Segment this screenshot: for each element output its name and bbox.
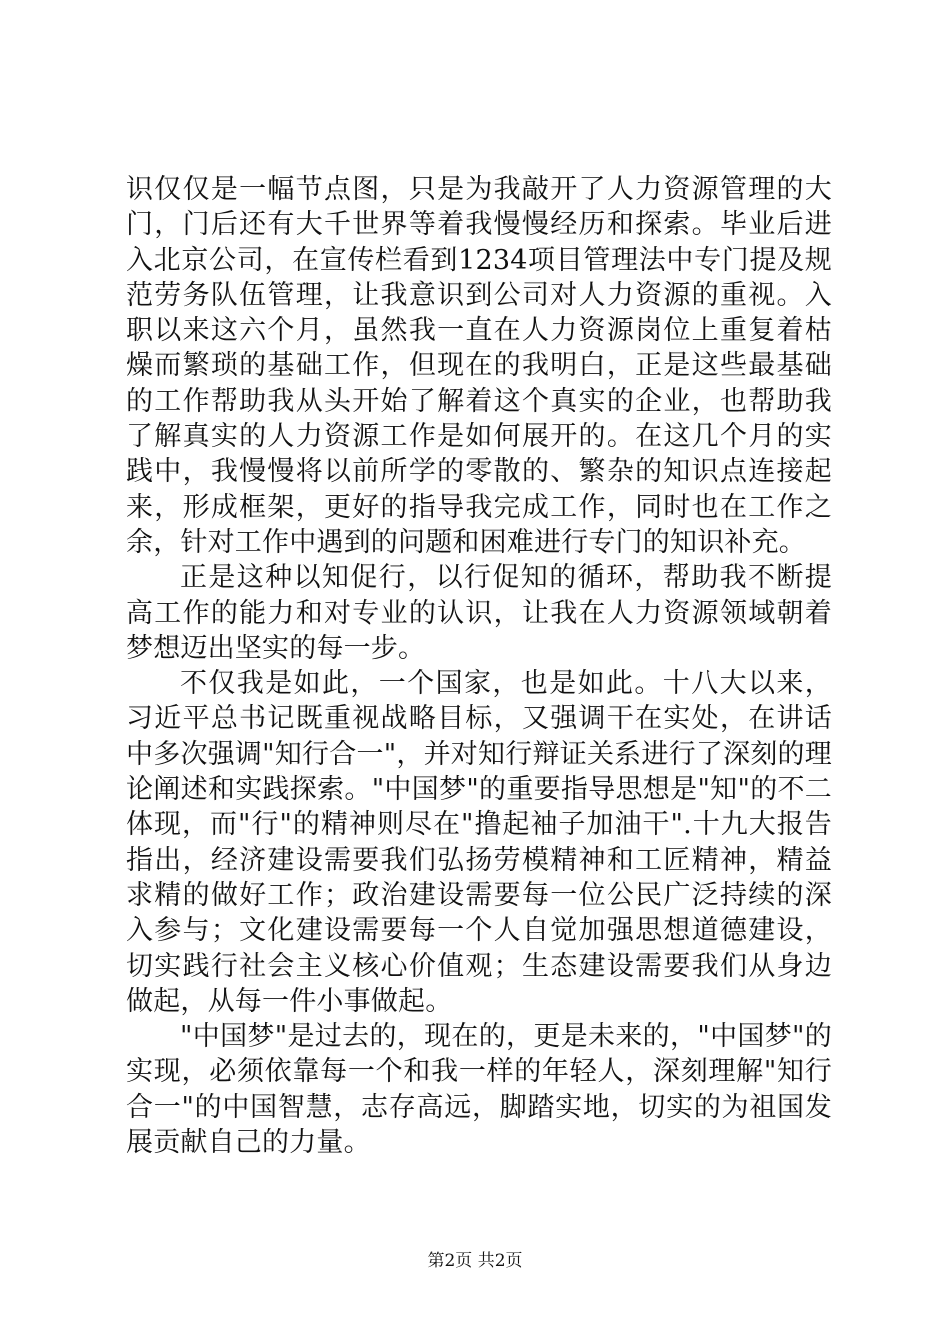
document-body — [126, 172, 832, 1160]
paragraph-1: 识仅仅是一幅节点图，只是为我敲开了人力资源管理的大门，门后还有大千世界等着我慢慢经历和探索。毕业后进入北京公司，在宣传栏看到1234项目管理法中专门提及规范劳务队伍管理，让我意识到公司对人力资源的重视。入职以来这六个月，虽然我一直在人力资源岗位上重复着枯燥而繁琐的基础工作，但现在的我明白，正是这些最基础的工作帮助我从头开始了解着这个真实的企业，也帮助我了解真实的人力资源工作是如何展开的。在这几个月的实践中，我慢慢将以前所学的零散的、繁杂的知识点连接起来，形成框架，更好的指导我完成工作，同时也在工作之余，针对工作中遇到的问题和困难进行专门的知识补充。 — [126, 174, 832, 558]
paragraph-4: "中国梦"是过去的，现在的，更是未来的，"中国梦"的实现，必须依靠每一个和我一样的年轻人，深刻理解"知行合一"的中国智慧，志存高远，脚踏实地，切实的为祖国发展贡献自己的力量。 — [126, 1021, 832, 1159]
page-footer: 第2页 共2页 — [427, 1251, 523, 1271]
paragraph-3: 不仅我是如此，一个国家，也是如此。十八大以来，习近平总书记既重视战略目标，又强调干在实处，在讲话中多次强调"知行合一"，并对知行辩证关系进行了深刻的理论阐述和实践探索。"中国梦"的重要指导思想是"知"的不二体现，而"行"的精神则尽在"撸起袖子加油干".十九大报告指出，经济建设需要我们弘扬劳模精神和工匠精神，精益求精的做好工作；政治建设需要每一位公民广泛持续的深入参与；文化建设需要每一个人自觉加强思想道德建设，切实践行社会主义核心价值观；生态建设需要我们从身边做起，从每一件小事做起。 — [126, 668, 832, 1017]
paragraph-2: 正是这种以知促行，以行促知的循环，帮助我不断提高工作的能力和对专业的认识，让我在人力资源领域朝着梦想迈出坚实的每一步。 — [126, 562, 832, 664]
